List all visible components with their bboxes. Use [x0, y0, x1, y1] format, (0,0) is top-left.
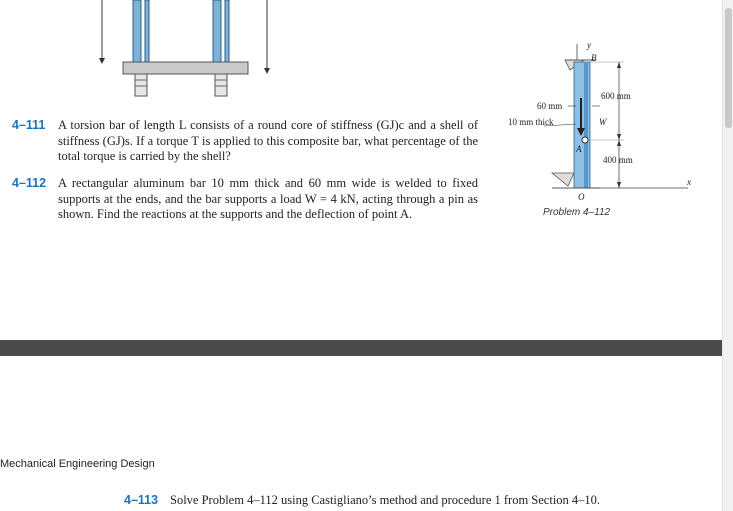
figure-caption: Problem 4–112: [543, 207, 611, 218]
page-bottom: [0, 356, 723, 511]
problem-number: 4–112: [12, 176, 47, 190]
fig-label-A: A: [576, 144, 582, 154]
page-separator: [0, 340, 733, 356]
problem-4-111: [12, 118, 482, 170]
running-head: Mechanical Engineering Design: [0, 458, 155, 470]
fig-label-upper-length: 600 mm: [601, 91, 631, 101]
problem-text: Solve Problem 4–112 using Castigliano’s method and procedure 1 from Section 4–10.: [170, 493, 601, 507]
fig-label-y: y: [587, 40, 591, 50]
fig-label-x: x: [687, 177, 691, 187]
fig-label-B: B: [591, 53, 597, 63]
fig-label-width: 60 mm: [537, 101, 563, 111]
problem-4-112: [12, 176, 482, 228]
prior-figure: [95, 0, 275, 108]
problem-text: A rectangular aluminum bar 10 mm thick and 60 mm wide is welded to fixed supports at the ends, and the bar supports a load W = 4 kN, acting through a pin as shown. Find the reactions at the supports and the deflection of point A.: [58, 176, 478, 221]
problem-number: 4–113: [124, 493, 159, 507]
fig-label-W: W: [599, 117, 607, 127]
problem-4-113: [124, 493, 684, 511]
problem-text: A torsion bar of length L consists of a round core of stiffness (GJ)c and a shell of stiffness (GJ)s. If a torque T is applied to this composite bar, what percentage of the total torque is carried by the shell?: [58, 118, 478, 163]
fig-label-O: O: [578, 192, 585, 202]
scrollbar-thumb[interactable]: [725, 8, 732, 128]
problem-number: 4–111: [12, 118, 46, 132]
fig-label-thickness: 10 mm thick: [508, 117, 554, 127]
fig-label-lower-length: 400 mm: [603, 155, 633, 165]
problem-4-112-figure: [540, 40, 690, 205]
scrollbar[interactable]: [722, 0, 733, 511]
